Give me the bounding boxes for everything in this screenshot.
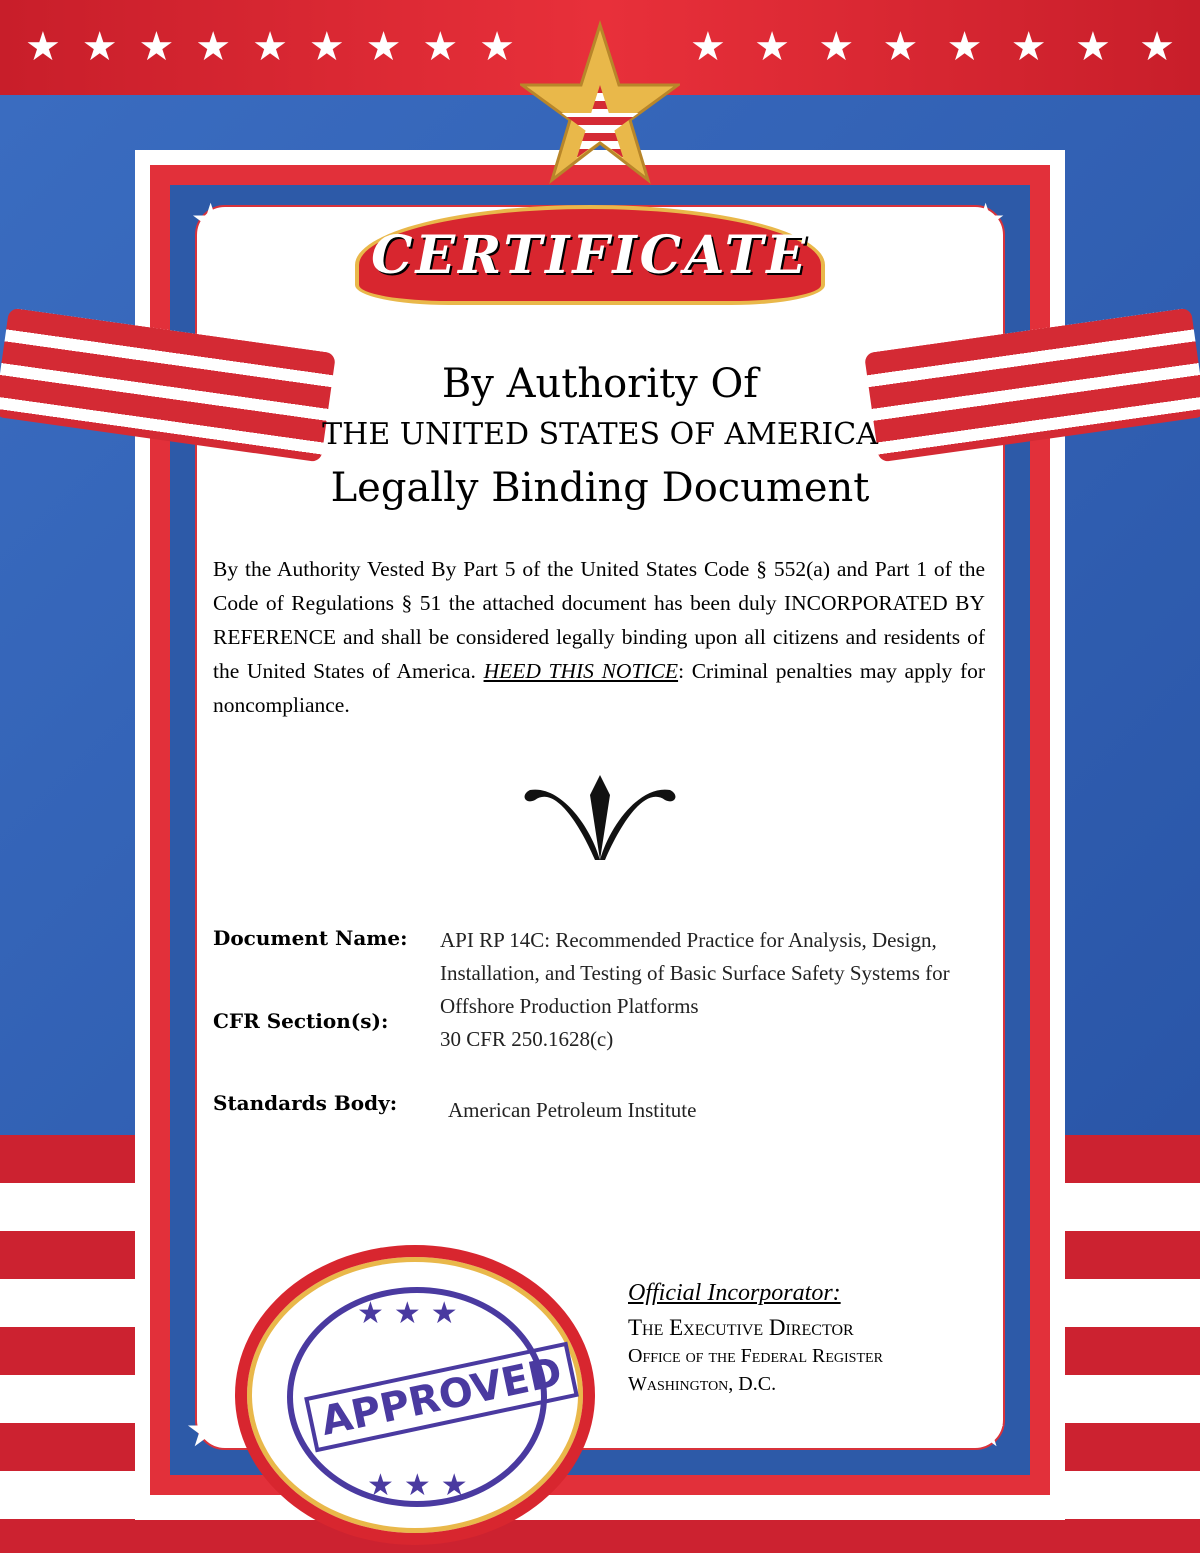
- heading-document-type: Legally Binding Document: [330, 465, 870, 511]
- star-icon: ★: [965, 193, 1007, 247]
- star-icon: ★: [138, 24, 175, 70]
- star-icon: ★: [754, 24, 791, 70]
- incorporator-name: The Executive Director: [628, 1315, 854, 1340]
- seal-text: APPROVED: [304, 1342, 579, 1453]
- star-icon: ★: [185, 1403, 227, 1457]
- star-icon: ★: [365, 24, 402, 70]
- star-icon: ★: [965, 1403, 1007, 1457]
- incorporator-office: Office of the Federal Register: [628, 1345, 883, 1367]
- banner-title: CERTIFICATE: [371, 224, 809, 286]
- star-icon: ★: [81, 24, 118, 70]
- star-icon: ★★★: [367, 1468, 478, 1503]
- statement-text: By the Authority Vested By Part 5 of the United States Code § 552(a) and Part 1 of the Code of Regulations § 51 the attached document has been duly INCORPORATED BY REFERENCE and shall be considered legally binding upon all citizens and residents of the United States of America.: [213, 557, 985, 683]
- star-icon: ★: [25, 24, 61, 70]
- cfr-section-label: CFR Section(s):: [213, 1009, 389, 1033]
- incorporator-location: Washington, D.C.: [628, 1373, 777, 1395]
- notice-label: HEED THIS NOTICE: [483, 659, 679, 683]
- star-icon: ★: [690, 24, 726, 70]
- star-icon: ★: [1010, 24, 1047, 70]
- star-icon: ★: [479, 24, 515, 70]
- star-icon: ★: [308, 24, 345, 70]
- notice-text: : Criminal penalties may apply for noncompliance.: [213, 659, 986, 717]
- document-values: [440, 924, 1010, 1056]
- approved-seal: [235, 1245, 595, 1545]
- star-icon: ★: [1139, 24, 1175, 70]
- standards-body-label: Standards Body:: [213, 1091, 398, 1115]
- standards-body-value: American Petroleum Institute: [448, 1098, 697, 1122]
- star-icon: ★: [190, 193, 232, 247]
- star-icon: ★: [946, 24, 983, 70]
- official-incorporator: [628, 1278, 883, 1398]
- fleur-ornament-icon: [520, 765, 680, 865]
- star-icon: ★: [252, 24, 288, 70]
- authority-statement: [213, 552, 985, 722]
- incorporator-title: Official Incorporator:: [628, 1280, 841, 1306]
- document-name-label: Document Name:: [213, 926, 408, 950]
- star-icon: ★: [422, 24, 459, 70]
- heading-country: THE UNITED STATES OF AMERICA: [322, 417, 878, 452]
- star-icon: ★: [1074, 24, 1111, 70]
- star-icon: ★: [195, 24, 232, 70]
- star-group-right: [690, 22, 1175, 72]
- star-icon: ★: [882, 24, 919, 70]
- star-icon: ★★★: [357, 1296, 468, 1331]
- heading-authority: By Authority Of: [441, 361, 759, 407]
- star-icon: ★: [818, 24, 855, 70]
- cfr-section-value: 30 CFR 250.1628(c): [440, 1027, 614, 1051]
- document-name-value: API RP 14C: Recommended Practice for Analysis, Design, Installation, and Testing of Basic Surface Safety Systems for Offshore Production Platforms: [440, 928, 950, 1018]
- star-group-left: [25, 22, 515, 72]
